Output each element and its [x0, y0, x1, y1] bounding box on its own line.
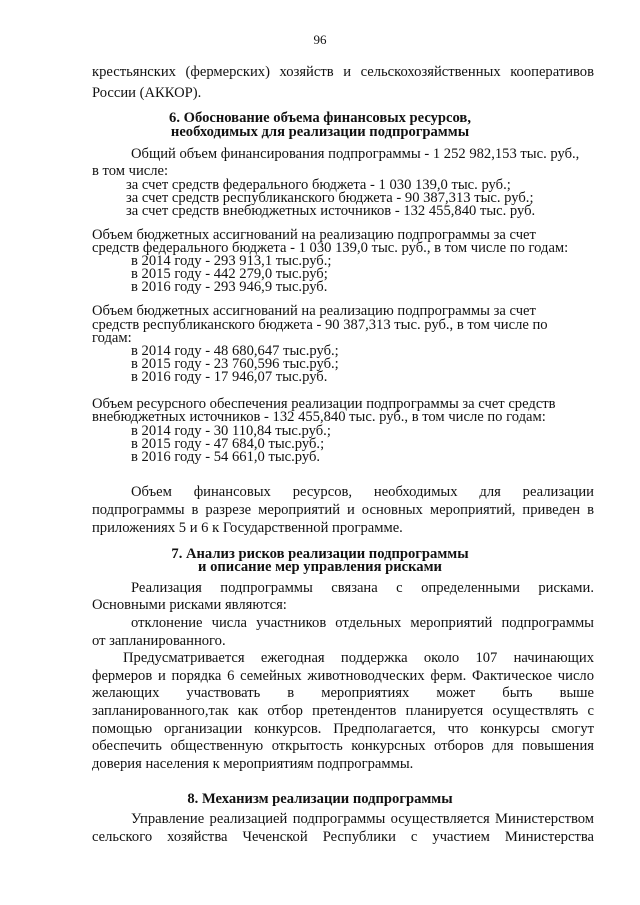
paragraph-line: сельского хозяйства Чеченской Республики с участием Министерства	[92, 829, 594, 845]
section-heading: 7. Анализ рисков реализации подпрограммы	[171, 546, 469, 562]
paragraph-line: желающих участвовать в мероприятиях может быть выше	[92, 685, 594, 701]
paragraph-line: запланированного,так как отбор претендентов планируется осуществлять с	[92, 703, 594, 719]
paragraph-line: Реализация подпрограммы связана с определенными рисками.	[131, 580, 594, 596]
paragraph-line: Объем финансовых ресурсов, необходимых для реализации	[131, 484, 594, 500]
section-heading: и описание мер управления рисками	[198, 559, 442, 575]
paragraph-line: внебюджетных источников - 132 455,840 тыс. руб., в том числе по годам:	[92, 409, 546, 425]
paragraph-line: Управление реализацией подпрограммы осуществляется Министерством	[131, 811, 594, 827]
intro-line: России (АККОР).	[92, 85, 202, 101]
paragraph-line: Основными рисками являются:	[92, 597, 287, 613]
paragraph-line: приложениях 5 и 6 к Государственной программе.	[92, 520, 403, 536]
year-amount-item: в 2014 году - 30 110,84 тыс.руб.;	[131, 423, 331, 439]
paragraph-line: средств федерального бюджета - 1 030 139,0 тыс. руб., в том числе по годам:	[92, 240, 569, 256]
funding-source-item: за счет средств внебюджетных источников - 132 455,840 тыс. руб.	[126, 203, 536, 219]
paragraph-line: доверия населения к мероприятиям подпрограммы.	[92, 756, 414, 772]
paragraph-line: средств республиканского бюджета - 90 387,313 тыс. руб., в том числе по	[92, 317, 548, 333]
section-heading: 6. Обоснование объема финансовых ресурсов,	[169, 110, 471, 126]
year-amount-item: в 2016 году - 17 946,07 тыс.руб.	[131, 369, 328, 385]
year-amount-item: в 2015 году - 47 684,0 тыс.руб.;	[131, 436, 325, 452]
year-amount-item: в 2016 году - 54 661,0 тыс.руб.	[131, 449, 321, 465]
paragraph-line: Предусматривается ежегодная поддержка около 107 начинающих	[123, 650, 594, 666]
paragraph-line: Объем бюджетных ассигнований на реализацию подпрограммы за счет	[92, 303, 536, 319]
paragraph-line: годам:	[92, 330, 132, 346]
paragraph-line: в том числе:	[92, 163, 169, 179]
funding-source-item: за счет средств республиканского бюджета - 90 387,313 тыс. руб.;	[126, 190, 534, 206]
section-heading: необходимых для реализации подпрограммы	[170, 124, 470, 140]
paragraph-line: от запланированного.	[92, 633, 226, 649]
section-heading: 8. Механизм реализации подпрограммы	[187, 791, 453, 807]
paragraph-line: отклонение числа участников отдельных мероприятий подпрограммы	[131, 615, 594, 631]
year-amount-item: в 2015 году - 23 760,596 тыс.руб.;	[131, 356, 339, 372]
paragraph-line: обеспечить общественную открытость конкурсных отборов для повышения	[92, 738, 594, 754]
year-amount-item: в 2015 году - 442 279,0 тыс.руб;	[131, 266, 328, 282]
paragraph-line: Объем ресурсного обеспечения реализации подпрограммы за счет средств	[92, 396, 556, 412]
paragraph-line: Общий объем финансирования подпрограммы - 1 252 982,153 тыс. руб.,	[131, 146, 580, 162]
year-amount-item: в 2014 году - 293 913,1 тыс.руб.;	[131, 253, 332, 269]
funding-source-item: за счет средств федерального бюджета - 1 030 139,0 тыс. руб.;	[126, 177, 511, 193]
paragraph-line: фермеров и порядка 6 семейных животноводческих ферм. Фактическое число	[92, 668, 594, 684]
page-number: 96	[313, 32, 327, 47]
year-amount-item: в 2016 году - 293 946,9 тыс.руб.	[131, 279, 328, 295]
year-amount-item: в 2014 году - 48 680,647 тыс.руб.;	[131, 343, 339, 359]
paragraph-line: Объем бюджетных ассигнований на реализацию подпрограммы за счет	[92, 227, 536, 243]
paragraph-line: подпрограммы в разрезе мероприятий и основных мероприятий, приведен в	[92, 502, 594, 518]
paragraph-line: помощью организации конкурсов. Предполагается, что конкурсы смогут	[92, 721, 594, 737]
intro-line: крестьянских (фермерских) хозяйств и сельскохозяйственных кооперативов	[92, 64, 594, 80]
